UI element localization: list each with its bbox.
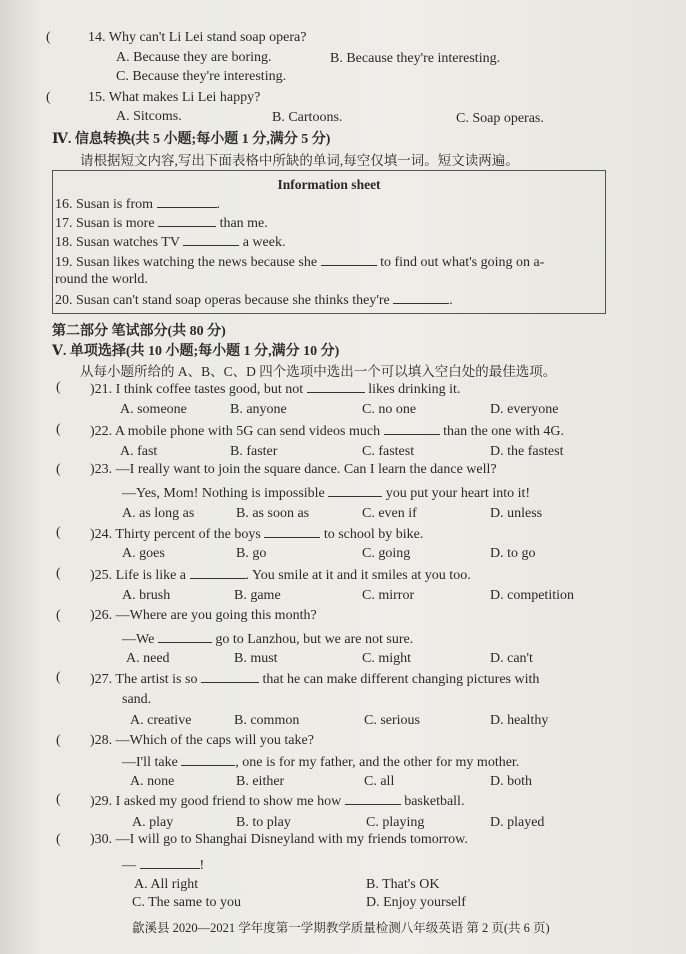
q29-paren: ( [56,792,61,807]
q27-stem-text: )27. The artist is so [90,672,198,687]
q30-option-c: C. The same to you [132,895,242,910]
q25-option-c: C. mirror [362,588,415,603]
q22-paren: ( [56,422,61,437]
q26-option-a: A. need [126,651,170,666]
q30-stem-text: )30. —I will go to Shanghai Disneyland with my friends tomorrow. [90,832,468,847]
q24-paren: ( [56,525,61,540]
q27-stem [90,670,539,688]
q30-paren: ( [56,832,61,847]
q23-option-a: A. as long as [122,506,195,521]
q21-option-a: A. someone [120,402,187,417]
row-19-blank[interactable] [321,253,377,266]
q14-option-a: A. Because they are boring. [116,50,272,65]
q30-line2-end: ! [199,858,205,873]
q27-stem-end: that he can make different changing pictures with [262,672,540,687]
q23-option-c: C. even if [362,506,417,521]
row-18-end: a week. [242,235,286,250]
q28-option-c: C. all [364,774,395,789]
part2-heading: 第二部分 笔试部分(共 80 分) [52,324,226,339]
row-17-text: 17. Susan is more [55,216,155,231]
q29-stem-blank[interactable] [345,792,401,805]
q25-stem-end: . You smile at it and it smiles at you too. [245,568,471,583]
q26-stem [90,608,317,624]
section4-heading: Ⅳ. 信息转换(共 5 小题;每小题 1 分,满分 5 分) [52,132,331,147]
q22-option-b: B. faster [230,444,278,459]
q23-option-d: D. unless [490,506,543,521]
q22-stem-text: )22. A mobile phone with 5G can send videos much [90,424,381,439]
q22-stem [90,422,564,440]
q26-line2-blank[interactable] [158,630,212,643]
q27-line2 [122,692,151,708]
q30-option-b: B. That's OK [366,877,440,892]
q23-stem [90,462,497,478]
q23-line2-text: —Yes, Mom! Nothing is impossible [122,486,325,501]
q23-stem-text: )23. —I really want to join the square dance. Can I learn the dance well? [90,462,497,477]
q27-option-b: B. common [234,713,300,728]
q14-option-c: C. Because they're interesting. [116,69,287,84]
q30-stem [90,832,468,848]
q14-paren: ( [46,30,51,45]
q27-option-c: C. serious [364,713,420,728]
q29-stem-text: )29. I asked my good friend to show me how [90,794,342,809]
q30-option-a: A. All right [134,877,199,892]
q26-line2-text: —We [122,632,155,647]
q26-paren: ( [56,608,61,623]
q26-line2 [122,630,413,648]
row-20-text: 20. Susan can't stand soap operas because she thinks they're [55,293,390,308]
q30-line2-text: — [122,858,136,873]
q30-line2-blank[interactable] [140,856,200,869]
q23-line2-blank[interactable] [328,484,382,497]
q29-option-c: C. playing [366,815,425,830]
q28-option-a: A. none [130,774,175,789]
section5-instruction: 从每小题所给的 A、B、C、D 四个选项中选出一个可以填入空白处的最佳选项。 [80,364,557,379]
row-20-end: . [449,293,453,308]
q21-option-b: B. anyone [230,402,287,417]
q28-stem-text: )28. —Which of the caps will you take? [90,733,314,748]
q28-paren: ( [56,733,61,748]
q29-stem-end: basketball. [404,794,465,809]
q25-paren: ( [56,566,61,581]
q30-line2 [122,856,204,874]
row-20 [55,291,453,309]
q22-option-d: D. the fastest [490,444,564,459]
q21-stem-blank[interactable] [307,380,365,393]
q29-option-b: B. to play [236,815,291,830]
section4-instruction: 请根据短文内容,写出下面表格中所缺的单词,每空仅填一词。短文读两遍。 [80,153,519,168]
q27-line2-text: sand. [122,692,152,707]
information-sheet-box [52,170,606,314]
q30-option-d: D. Enjoy yourself [366,895,466,910]
q28-line2-text: —I'll take [122,755,178,770]
q24-stem [90,525,423,543]
row-16 [55,195,220,213]
q21-option-d: D. everyone [490,402,559,417]
q21-paren: ( [56,380,61,395]
q15-option-a: A. Sitcoms. [116,109,182,124]
q24-option-b: B. go [236,546,267,561]
section5-heading: Ⅴ. 单项选择(共 10 小题;每小题 1 分,满分 10 分) [52,344,340,359]
q26-line2-end: go to Lanzhou, but we are not sure. [215,632,414,647]
q15-option-b: B. Cartoons. [272,110,343,125]
q26-option-c: C. might [362,651,412,666]
row-17-end: than me. [219,216,268,231]
q28-line2-blank[interactable] [181,753,235,766]
q23-paren: ( [56,462,61,477]
row-19-text: 19. Susan likes watching the news because she [55,255,318,270]
q26-stem-text: )26. —Where are you going this month? [90,608,317,623]
q25-option-a: A. brush [122,588,171,603]
row-18-blank[interactable] [183,233,239,246]
q28-option-d: D. both [490,774,532,789]
q25-stem [90,566,471,584]
q24-stem-blank[interactable] [264,525,320,538]
q22-stem-blank[interactable] [384,422,440,435]
q25-stem-blank[interactable] [190,566,246,579]
q29-option-d: D. played [490,815,545,830]
q21-option-c: C. no one [362,402,417,417]
row-16-blank[interactable] [157,195,217,208]
page-footer: 歙溪县 2020—2021 学年度第一学期教学质量检测八年级英语 第 2 页(共 6 页) [132,921,550,935]
row-20-blank[interactable] [393,291,449,304]
information-sheet-title: Information sheet [277,177,381,192]
q26-option-d: D. can't [490,651,533,666]
q28-stem [90,733,314,749]
q22-stem-end: than the one with 4G. [443,424,564,439]
q24-stem-text: )24. Thirty percent of the boys [90,527,261,542]
q25-option-d: D. competition [490,588,574,603]
q22-option-a: A. fast [120,444,158,459]
q27-paren: ( [56,670,61,685]
row-19-end: to find out what's going on a- [380,255,545,270]
q25-stem-text: )25. Life is like a [90,568,187,583]
q29-stem [90,792,464,810]
q25-option-b: B. game [234,588,281,603]
q28-line2-end: , one is for my father, and the other for my mother. [235,755,520,770]
q28-line2 [122,753,519,771]
row-17-blank[interactable] [158,214,216,227]
q14-option-b: B. Because they're interesting. [330,51,501,66]
q27-option-d: D. healthy [490,713,549,728]
q28-option-b: B. either [236,774,285,789]
q21-stem-end: likes drinking it. [368,382,461,397]
q21-stem [90,380,460,398]
q15-stem: 15. What makes Li Lei happy? [88,90,261,105]
q29-option-a: A. play [132,815,174,830]
row-16-end: . [216,197,220,212]
q15-option-c: C. Soap operas. [456,111,544,126]
q24-option-d: D. to go [490,546,536,561]
q24-option-c: C. going [362,546,411,561]
row-18-text: 18. Susan watches TV [55,235,180,250]
q14-stem: 14. Why can't Li Lei stand soap opera? [88,30,307,45]
q23-line2 [122,484,530,502]
row-19-cont: round the world. [55,272,148,287]
row-19 [55,253,544,271]
row-17 [55,214,268,232]
q15-paren: ( [46,90,51,105]
q27-stem-blank[interactable] [201,670,259,683]
row-18 [55,233,285,251]
q23-line2-end: you put your heart into it! [385,486,531,501]
q24-stem-end: to school by bike. [323,527,424,542]
q21-stem-text: )21. I think coffee tastes good, but not [90,382,304,397]
q23-option-b: B. as soon as [236,506,310,521]
q24-option-a: A. goes [122,546,165,561]
row-16-text: 16. Susan is from [55,197,153,212]
q27-option-a: A. creative [130,713,192,728]
q22-option-c: C. fastest [362,444,415,459]
q26-option-b: B. must [234,651,278,666]
